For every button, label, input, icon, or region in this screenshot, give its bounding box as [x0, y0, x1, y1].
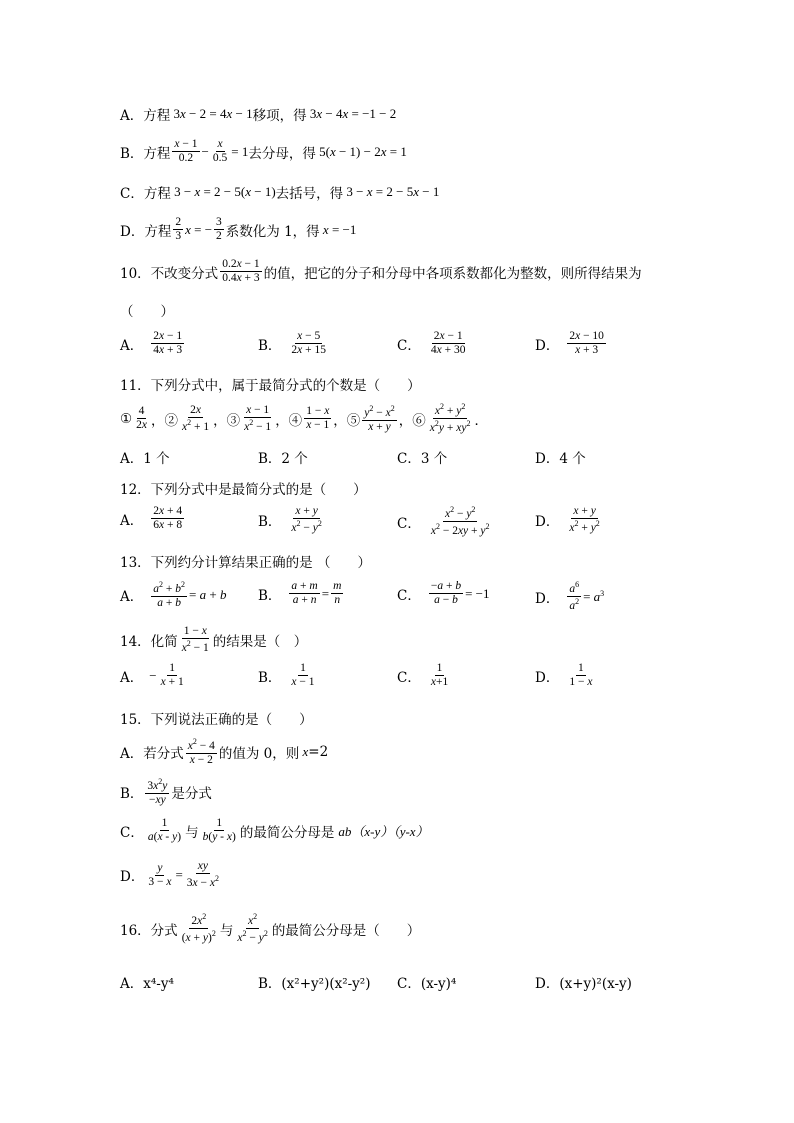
q15-option-c: C． $\frac{1}{a(x - y)}$ 与 $\frac{1}{b(y - x)}$ 的最简公分母是 ab（x-y）（y-x）	[120, 817, 429, 844]
fraction: $\frac{2}{3}$	[175, 216, 182, 243]
option-label: A．	[120, 108, 144, 124]
q15-stem	[120, 708, 313, 728]
option-text: 方程	[143, 108, 171, 124]
q16-option-c	[397, 972, 456, 992]
option-text: 方程	[144, 223, 172, 240]
question-text: 11．下列分式中，属于最简分式的个数是（ ）	[120, 378, 421, 394]
option-label: D．	[120, 869, 145, 886]
q13-stem	[120, 551, 371, 571]
q12-option-a: A． $\frac{2x + 4}{6x + 8}$	[120, 505, 183, 532]
question-text: 15．下列说法正确的是（ ）	[120, 712, 313, 728]
q10-option-a	[120, 330, 186, 357]
option-label: A．	[120, 589, 144, 606]
option-label: C．	[397, 515, 421, 532]
question-text: 10．不改变分式	[120, 265, 219, 282]
fraction: $\frac{x - 5}{2x + 15}$	[291, 330, 327, 357]
option-label: A．	[120, 669, 144, 686]
equation: 5(x − 1) − 2x = 1	[315, 143, 407, 159]
fraction: $\frac{2x - 10}{x + 3}$	[569, 330, 604, 357]
question-text: 的最简公分母是（ ）	[271, 922, 421, 939]
option-text: 与	[185, 824, 199, 841]
option-label: C．	[397, 337, 421, 354]
question-text: 的结果是（ ）	[212, 634, 308, 651]
option-label: B．	[258, 514, 282, 531]
q13-option-d: D． $\frac{a^6}{a^2}$ = $a^3$	[535, 580, 605, 613]
q11-option-b	[258, 447, 308, 467]
option-label: B．	[258, 337, 282, 354]
fraction: $\frac{x - 1}{0.2}$	[174, 138, 198, 165]
option-text: B．2 个	[258, 451, 308, 467]
option-label: D．	[535, 337, 560, 354]
q15-option-d: D． $\frac{y}{3 - x}$ = $\frac{xy}{3x - x^2}$	[120, 860, 219, 890]
q14-option-b: B． $\frac{1}{x - 1}$	[258, 662, 315, 689]
q9-option-d: D． 方程 $\frac{2}{3}$ x = − $\frac{3}{2}$ 系数化为 1，得 x = −1	[120, 216, 357, 243]
option-label: D．	[535, 669, 560, 686]
option-label: B．	[120, 145, 144, 162]
question-text: 13．下列约分计算结果正确的是 （ ）	[120, 555, 371, 571]
answer-blank: （ ）	[120, 304, 174, 320]
q10-option-c	[397, 330, 469, 357]
q12-option-d: D． $\frac{x + y}{x^2 + y^2}$	[535, 505, 600, 535]
q11-expressions: ① $\frac{4}{2x}$ ，② $\frac{2x}{x^2 + 1}$ ，③ $\frac{x - 1}{x^2 - 1}$ ，④ $\frac{1 - x}{x - 1}$ ，⑤ $\frac{y^2 - x^2}{x + y}$ ，⑥ $\frac{x^2 + y^2}{x^2y + xy^2}$ ．	[120, 402, 488, 435]
q10-paren	[120, 300, 174, 320]
q11-option-c	[397, 447, 447, 467]
option-text: 移项，得	[252, 108, 307, 124]
option-label: C．	[120, 824, 144, 841]
option-text: A．x⁴-y⁴	[120, 976, 174, 992]
q14-option-d: D． $\frac{1}{1 - x}$	[535, 662, 593, 689]
q11-option-a	[120, 447, 170, 467]
option-text: D．4 个	[535, 451, 586, 467]
q9-option-c	[120, 182, 439, 202]
q13-option-b: B． $\frac{a + m}{a + n}$ = $\frac{m}{n}$	[258, 580, 342, 607]
q16-stem: 16．分式 $\frac{2x^2}{(x + y)^2}$ 与 $\frac{x^2}{x^2 - y^2}$ 的最简公分母是（ ）	[120, 912, 421, 945]
question-text: 14．化简	[120, 634, 178, 651]
option-text: A．1 个	[120, 451, 170, 467]
option-label: C．	[397, 669, 421, 686]
option-text: C．3 个	[397, 451, 448, 467]
option-label: C．	[120, 186, 144, 202]
question-text: 16．分式	[120, 922, 178, 939]
fraction: $\frac{3}{2}$	[216, 216, 222, 243]
option-text: =2	[308, 744, 329, 761]
q14-stem: 14．化简 $\frac{1 - x}{x^2 - 1}$ 的结果是（ ）	[120, 625, 308, 655]
equation: 3x − 4x = −1 − 2	[306, 106, 397, 121]
option-text: 方程	[143, 186, 171, 202]
option-label: A．	[120, 512, 144, 529]
q10-stem	[120, 258, 642, 285]
question-text: 12．下列分式中是最简分式的是（ ）	[120, 482, 367, 498]
option-label: D．	[120, 223, 145, 240]
q14-option-c: C． $\frac{1}{x+1}$	[397, 662, 449, 689]
equation: 3 − x = 2 − 5(x − 1)	[170, 184, 276, 199]
q9-option-a	[120, 104, 396, 124]
q10-option-d	[535, 330, 608, 357]
q16-option-a	[120, 972, 174, 992]
equation: 3 − x = 2 − 5x − 1	[343, 184, 440, 199]
option-text: 若分式	[143, 746, 184, 763]
option-text: 去括号，得	[275, 186, 344, 202]
question-text: 与	[219, 922, 234, 939]
fraction: $\frac{2x - 1}{4x + 30}$	[430, 330, 466, 357]
option-text: 方程	[143, 145, 171, 162]
option-text: D．(x+y)²(x-y)	[535, 976, 632, 992]
q12-option-c: C． $\frac{x^2 - y^2}{x^2 - 2xy + y^2}$	[397, 505, 490, 538]
q13-option-a: A． $\frac{a^2 + b^2}{a + b}$ = a + b	[120, 580, 227, 610]
q12-stem	[120, 478, 367, 498]
q11-stem	[120, 374, 421, 394]
q13-option-c: C． $\frac{-a + b}{a - b}$ = −1	[397, 580, 490, 607]
q9-option-b: B． 方程 $\frac{x - 1}{0.2}$ − $\frac{x}{0.5}$ = 1 去分母，得 5(x − 1) − 2x = 1	[120, 138, 407, 165]
q15-option-a: A． 若分式 $\frac{x^2 - 4}{x - 2}$ 的值为 0，则 x =2	[120, 737, 329, 767]
option-label: D．	[535, 514, 560, 531]
fraction: $\frac{x}{0.5}$	[212, 138, 228, 165]
option-label: B．	[120, 786, 144, 803]
option-text: C．(x-y)⁴	[397, 976, 457, 992]
q10-option-b	[258, 330, 330, 357]
option-text: B．(x²+y²)(x²-y²)	[258, 976, 371, 992]
option-label: A．	[120, 746, 144, 763]
option-text: 系数化为 1，得	[225, 223, 320, 240]
fraction: $\frac{0.2x - 1}{0.4x + 3}$	[222, 258, 260, 285]
option-text: ab（x-y）（y-x）	[338, 824, 429, 840]
q15-option-b: B． $\frac{3x^2y}{-xy}$ 是分式	[120, 777, 212, 807]
option-label: B．	[258, 669, 282, 686]
option-text: 的值为 0，则	[218, 746, 300, 763]
q16-option-b	[258, 972, 371, 992]
fraction: $\frac{2x - 1}{4x + 3}$	[153, 330, 183, 357]
q12-option-b: B． $\frac{x + y}{x^2 - y^2}$	[258, 505, 322, 535]
option-text: 是分式	[171, 786, 212, 803]
equation: 3x − 2 = 4x − 1	[170, 106, 253, 121]
q14-option-a: A． − $\frac{1}{x + 1}$	[120, 662, 184, 689]
option-label: C．	[397, 587, 421, 604]
q16-option-d	[535, 972, 632, 992]
option-label: B．	[258, 587, 282, 604]
option-text: 去分母，得	[248, 145, 316, 162]
question-text: 的值，把它的分子和分母中各项系数都化为整数，则所得结果为	[263, 265, 642, 282]
q11-option-d	[535, 447, 586, 467]
option-label: A．	[120, 337, 144, 354]
option-label: D．	[535, 590, 560, 607]
option-text: 的最简公分母是	[239, 824, 335, 841]
